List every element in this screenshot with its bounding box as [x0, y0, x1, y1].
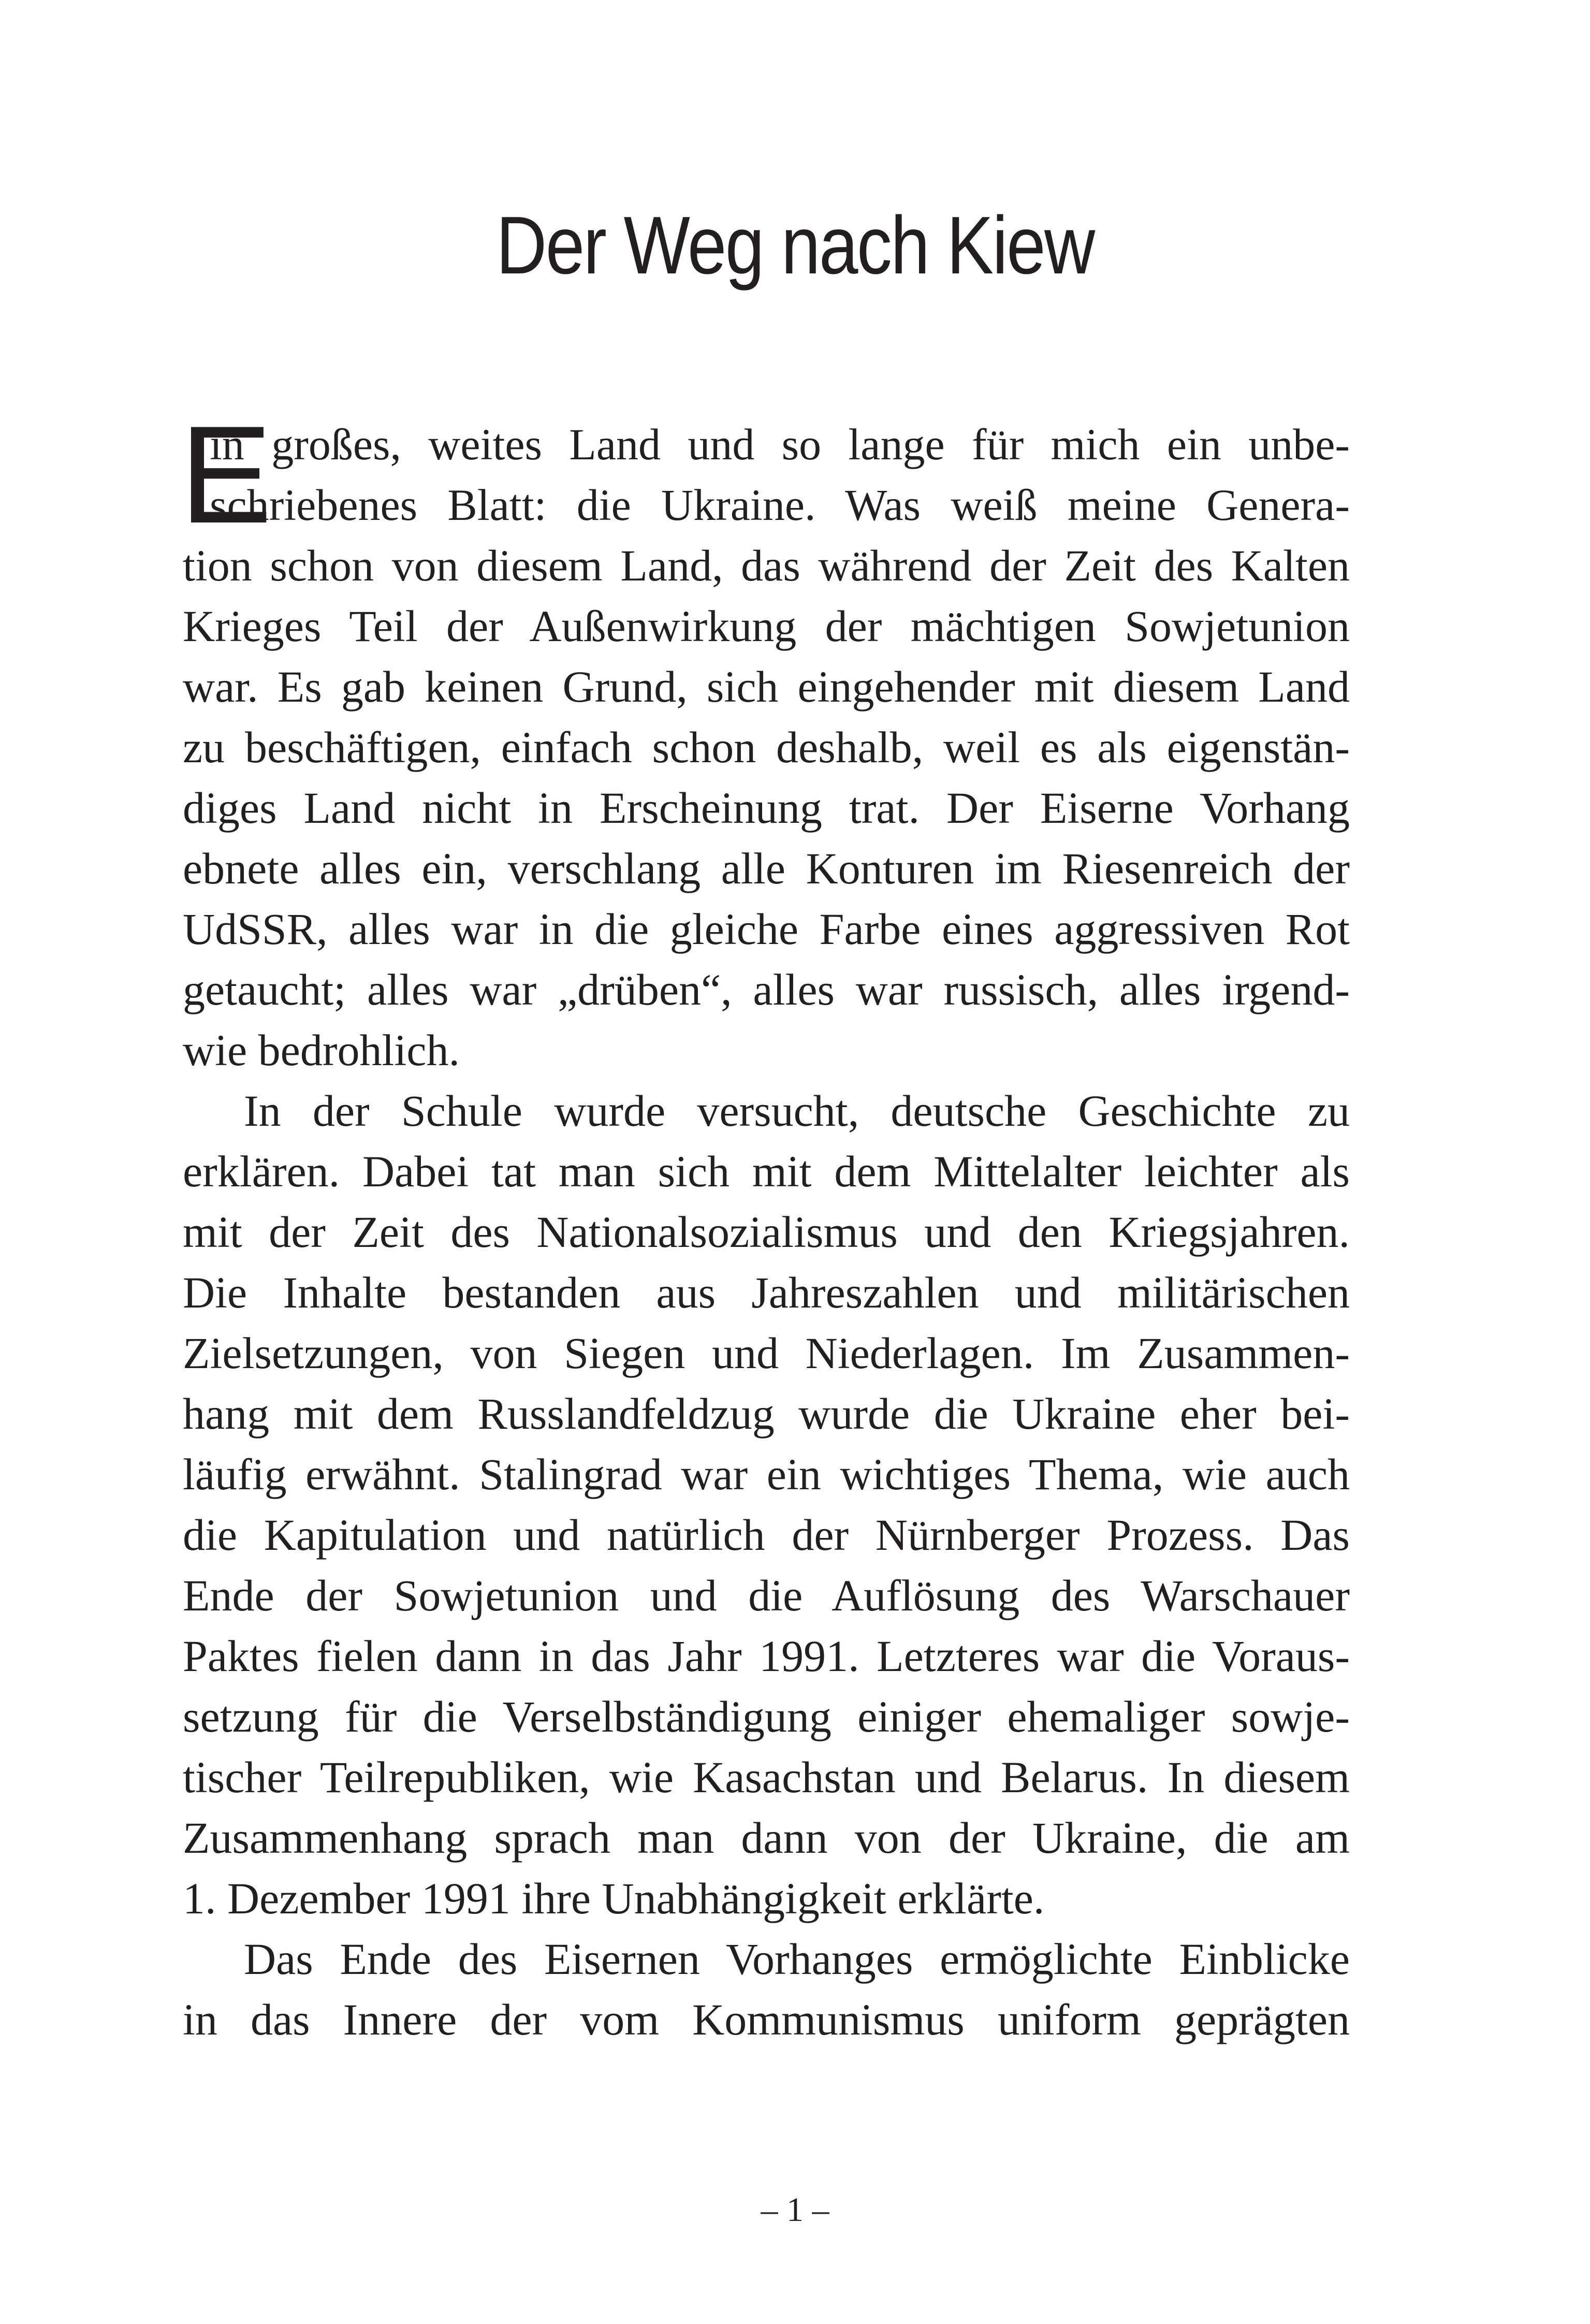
- text-line: Ende der Sowjetunion und die Auflösung des Warschauer: [183, 1571, 1350, 1620]
- text-line: läufig erwähnt. Stalingrad war ein wichtiges Thema, wie auch: [183, 1449, 1350, 1499]
- text-line: Zielsetzungen, von Siegen und Niederlagen. Im Zusammen-: [183, 1328, 1350, 1378]
- text-line: in großes, weites Land und so lange für mich ein unbe-: [210, 419, 1350, 469]
- text-line: hang mit dem Russlandfeldzug wurde die Ukraine eher bei-: [183, 1389, 1350, 1439]
- text-line: war. Es gab keinen Grund, sich eingehender mit diesem Land: [183, 662, 1350, 711]
- text-line: zu beschäftigen, einfach schon deshalb, weil es als eigenstän-: [183, 722, 1350, 772]
- page-number: – 1 –: [761, 2191, 829, 2229]
- text-line: schriebenes Blatt: die Ukraine. Was weiß meine Genera-: [210, 480, 1350, 530]
- text-line: diges Land nicht in Erscheinung trat. Der Eiserne Vorhang: [183, 783, 1350, 833]
- text-line: wie bedrohlich.: [183, 1025, 460, 1075]
- text-line: UdSSR, alles war in die gleiche Farbe eines aggressiven Rot: [183, 904, 1350, 954]
- text-line: Das Ende des Eisernen Vorhanges ermöglichte Einblicke: [244, 1934, 1350, 1984]
- drop-cap: E: [180, 397, 272, 552]
- text-line: 1. Dezember 1991 ihre Unabhängigkeit erklärte.: [183, 1873, 1045, 1923]
- text-line: Die Inhalte bestanden aus Jahreszahlen und militärischen: [183, 1268, 1350, 1317]
- text-line: setzung für die Verselbständigung einiger ehemaliger sowje-: [183, 1692, 1350, 1741]
- body-text: [180, 397, 1350, 2050]
- text-line: In der Schule wurde versucht, deutsche Geschichte zu: [244, 1086, 1350, 1136]
- text-line: die Kapitulation und natürlich der Nürnberger Prozess. Das: [183, 1510, 1350, 1560]
- text-line: tischer Teilrepubliken, wie Kasachstan und Belarus. In diesem: [183, 1752, 1350, 1802]
- chapter-title: Der Weg nach Kiew: [496, 200, 1094, 291]
- text-line: in das Innere der vom Kommunismus uniform geprägten: [183, 1995, 1350, 2044]
- text-line: getaucht; alles war „drüben“, alles war russisch, alles irgend-: [183, 965, 1350, 1014]
- text-line: erklären. Dabei tat man sich mit dem Mittelalter leichter als: [183, 1146, 1350, 1196]
- text-line: Krieges Teil der Außenwirkung der mächtigen Sowjetunion: [183, 601, 1350, 651]
- text-line: ebnete alles ein, verschlang alle Konturen im Riesenreich der: [183, 844, 1350, 893]
- text-line: tion schon von diesem Land, das während der Zeit des Kalten: [183, 541, 1350, 590]
- text-line: Paktes fielen dann in das Jahr 1991. Letzteres war die Voraus-: [183, 1631, 1350, 1681]
- text-line: Zusammenhang sprach man dann von der Ukraine, die am: [183, 1813, 1350, 1863]
- text-line: mit der Zeit des Nationalsozialismus und den Kriegsjahren.: [183, 1207, 1350, 1257]
